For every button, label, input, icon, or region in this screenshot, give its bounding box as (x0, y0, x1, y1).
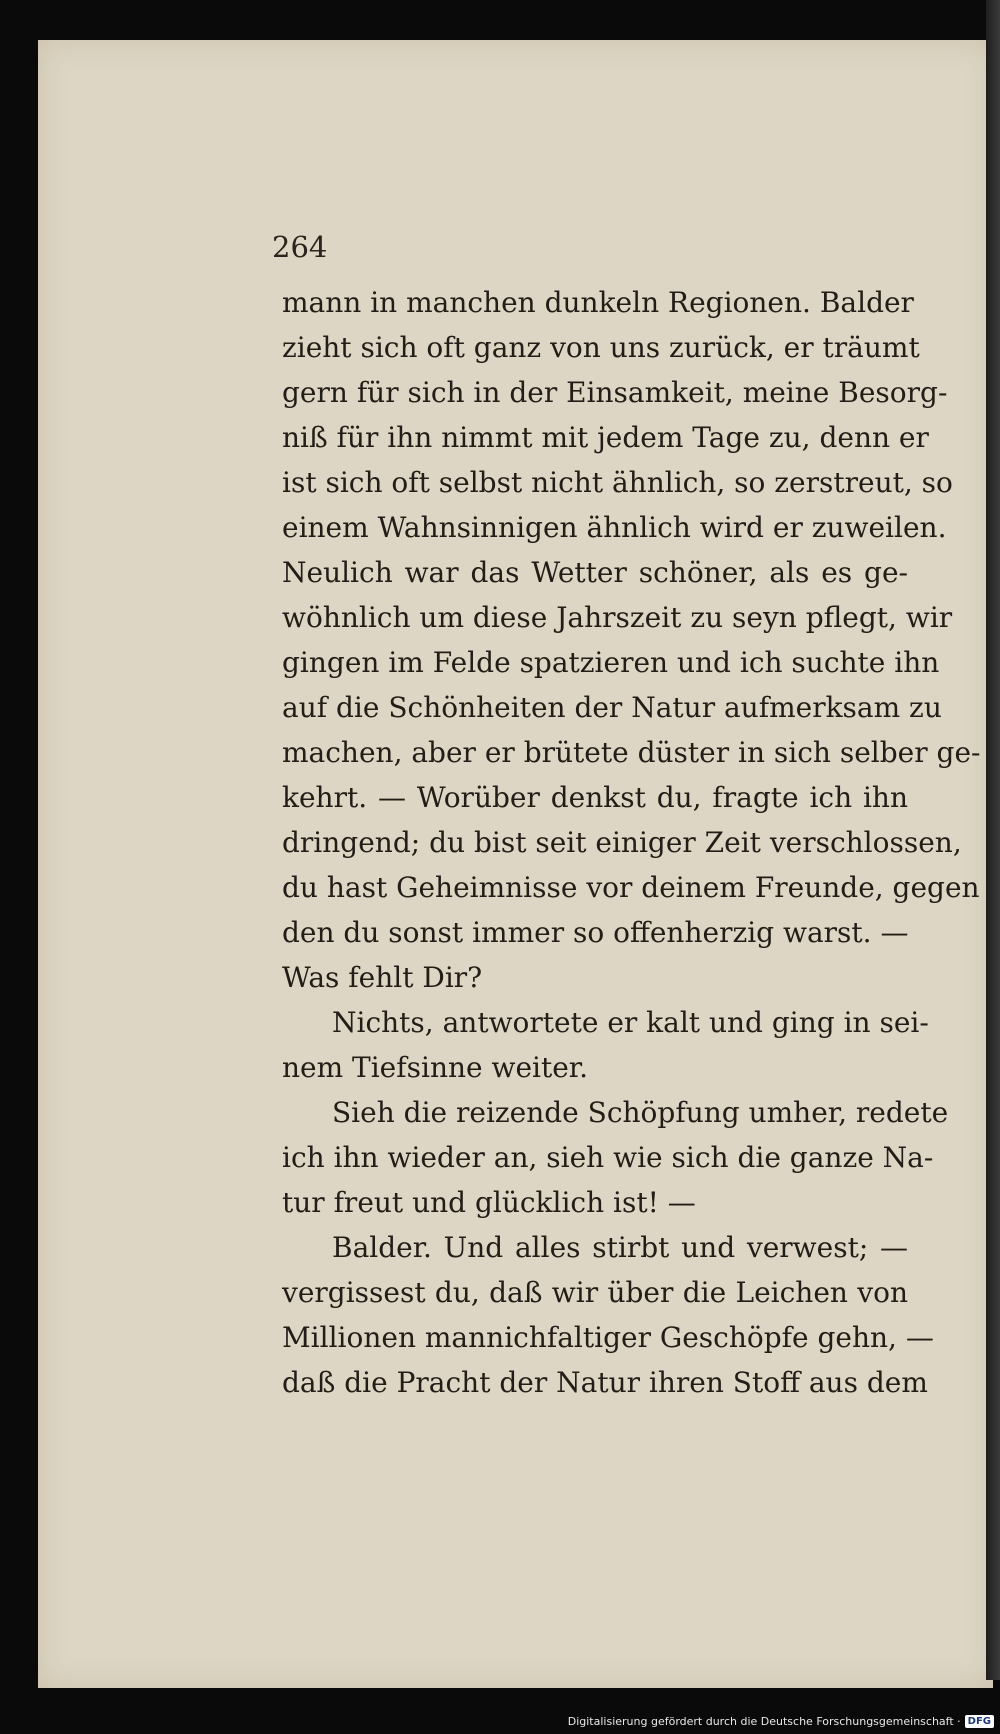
text-line: zieht sich oft ganz von uns zurück, er träumt (282, 331, 920, 364)
text-line: daß die Pracht der Natur ihren Stoff aus dem (282, 1366, 928, 1399)
text-line: Balder. Und alles stirbt und verwest; — (332, 1231, 908, 1264)
text-line: den du sonst immer so offenherzig warst. — (282, 916, 909, 949)
text-line: machen, aber er brütete düster in sich selber ge- (282, 736, 981, 769)
text-line: du hast Geheimnisse vor deinem Freunde, gegen (282, 871, 980, 904)
text-line: Was fehlt Dir? (282, 961, 483, 994)
text-line: dringend; du bist seit einiger Zeit verschlossen, (282, 826, 962, 859)
text-line: wöhnlich um diese Jahrszeit zu seyn pflegt, wir (282, 601, 953, 634)
text-line: Nichts, antwortete er kalt und ging in sei- (332, 1006, 929, 1039)
text-line: mann in manchen dunkeln Regionen. Balder (282, 286, 914, 319)
text-line: Neulich war das Wetter schöner, als es ge- (282, 556, 908, 589)
dfg-logo: DFG (965, 1715, 994, 1728)
text-line: gern für sich in der Einsamkeit, meine Besorg- (282, 376, 948, 409)
text-line: ich ihn wieder an, sieh wie sich die ganze Na- (282, 1141, 934, 1174)
text-line: niß für ihn nimmt mit jedem Tage zu, denn er (282, 421, 929, 454)
text-line: gingen im Felde spatzieren und ich suchte ihn (282, 646, 940, 679)
book-spine-edge (986, 0, 1000, 1680)
text-line: tur freut und glücklich ist! — (282, 1186, 696, 1219)
page-number: 264 (272, 230, 328, 264)
text-line: kehrt. — Worüber denkst du, fragte ich ihn (282, 781, 908, 814)
text-line: auf die Schönheiten der Natur aufmerksam zu (282, 691, 942, 724)
book-page (38, 40, 993, 1688)
body-text (282, 280, 981, 1405)
credit-text: Digitalisierung gefördert durch die Deutsche Forschungsgemeinschaft · (567, 1715, 961, 1728)
text-line: einem Wahnsinnigen ähnlich wird er zuweilen. (282, 511, 947, 544)
digitization-credit (568, 1715, 994, 1728)
text-line: vergissest du, daß wir über die Leichen von (282, 1276, 908, 1309)
text-line: ist sich oft selbst nicht ähnlich, so zerstreut, so (282, 466, 953, 499)
text-line: Sieh die reizende Schöpfung umher, redete (332, 1096, 949, 1129)
text-line: Millionen mannichfaltiger Geschöpfe gehn, — (282, 1321, 934, 1354)
text-line: nem Tiefsinne weiter. (282, 1051, 589, 1084)
